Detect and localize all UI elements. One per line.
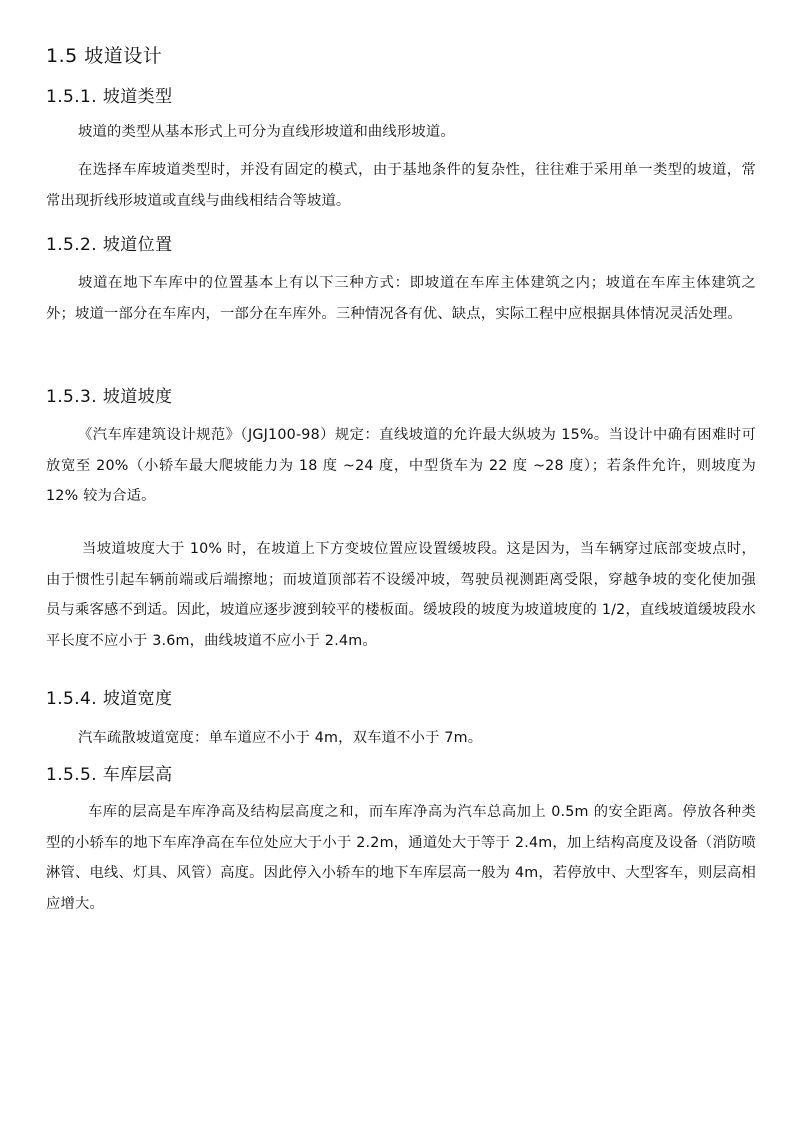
section-heading-slope-gradient: 1.5.3. 坡道坡度 xyxy=(46,387,173,407)
paragraph-slope-position-1: 坡道在地下车库中的位置基本上有以下三种方式：即坡道在车库主体建筑之内；坡道在车库主体建筑之外；坡道一部分在车库内，一部分在车库外。三种情况各有优、缺点，实际工程中应根据具体情况灵活处理。 xyxy=(46,275,756,322)
paragraph-slope-type-2: 在选择车库坡道类型时，并没有固定的模式，由于基地条件的复杂性，往往难于采用单一类型的坡道，常常出现折线形坡道或直线与曲线相结合等坡道。 xyxy=(46,162,756,209)
section-heading-slope-position: 1.5.2. 坡道位置 xyxy=(46,235,173,255)
paragraph-slope-gradient-2: 当坡道坡度大于 10% 时，在坡道上下方变坡位置应设置缓坡段。这是因为，当车辆穿过底部变坡点时，由于惯性引起车辆前端或后端擦地；而坡道顶部若不设缓冲坡，驾驶员视测距离受限，穿越争坡的变化使加强员与乘客感不到适。因此，坡道应逐步渡到较平的楼板面。缓坡段的坡度为坡道坡度的 1/2，直线坡道缓坡段水平长度不应小于 3.6m，曲线坡道不应小于 2.4m。 xyxy=(46,541,756,649)
paragraph-slope-gradient-1: 《汽车库建筑设计规范》（JGJ100-98）规定：直线坡道的允许最大纵坡为 15%。当设计中确有困难时可放宽至 20%（小轿车最大爬坡能力为 18 度 ~24 度，中型货车为 22 度 ~28 度）；若条件允许，则坡度为 12% 较为合适。 xyxy=(46,427,756,504)
paragraph-slope-type-1: 坡道的类型从基本形式上可分为直线形坡道和曲线形坡道。 xyxy=(78,124,455,140)
paragraph-floor-height-1: 车库的层高是车库净高及结构层高度之和，而车库净高为汽车总高加上 0.5m 的安全距离。停放各种类型的小轿车的地下车库净高在车位处应大于小于 2.2m，通道处大于等于 2.4m，加上结构高度及设备（消防喷淋管、电线、灯具、风管）高度。因此停入小轿车的地下车库层高一般为 4m，若停放中、大型客车，则层高相应增大。 xyxy=(46,804,756,912)
section-heading-slope-width: 1.5.4. 坡道宽度 xyxy=(46,689,173,709)
page-title: 1.5 坡道设计 xyxy=(46,45,163,67)
paragraph-slope-width-1: 汽车疏散坡道宽度：单车道应不小于 4m，双车道不小于 7m。 xyxy=(78,730,483,746)
section-heading-floor-height: 1.5.5. 车库层高 xyxy=(46,765,173,785)
section-heading-slope-type: 1.5.1. 坡道类型 xyxy=(46,87,173,107)
